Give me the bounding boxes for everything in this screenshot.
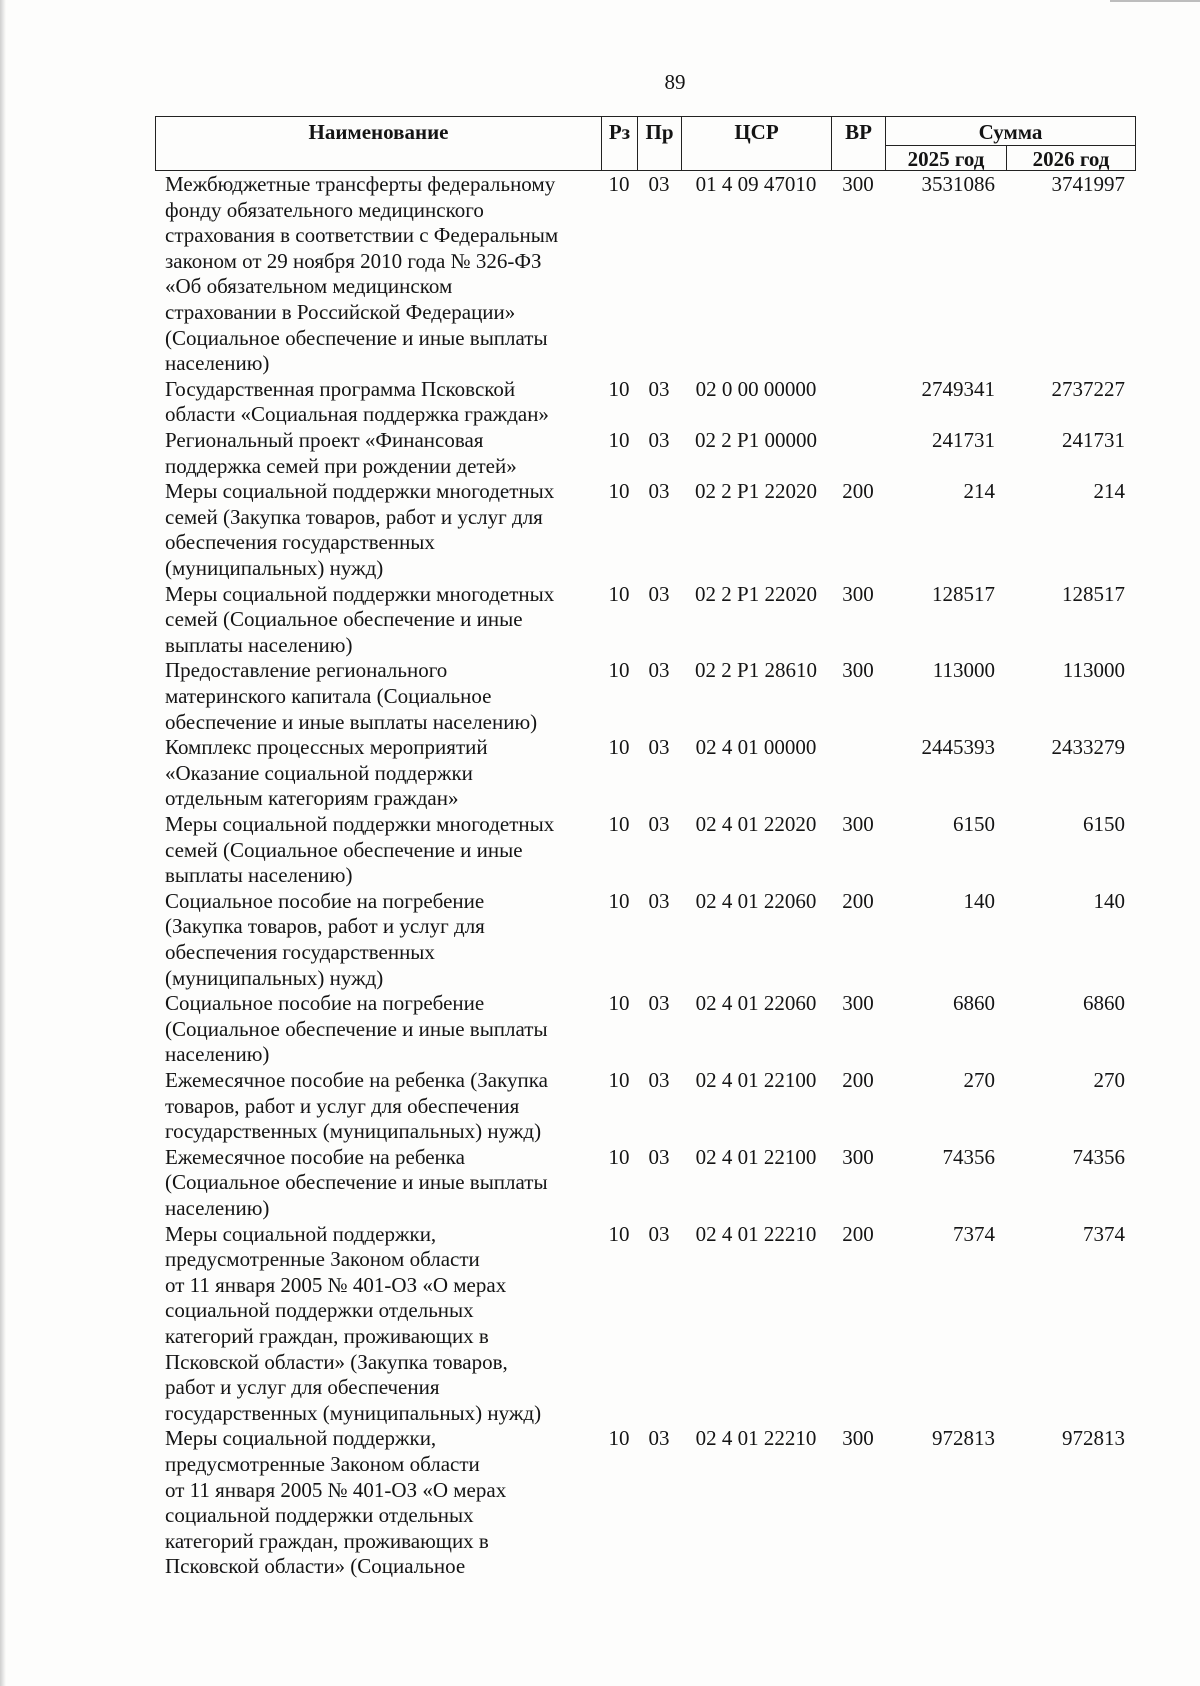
row-name <box>165 428 593 479</box>
row-rz: 10 <box>608 991 630 1016</box>
row-name <box>165 172 593 377</box>
row-name <box>165 1426 593 1580</box>
row-sum-2026: 972813 <box>1062 1426 1125 1451</box>
row-name-line: Меры социальной поддержки многодетных <box>165 581 555 606</box>
row-name-line: законом от 29 ноября 2010 года № 326-ФЗ <box>165 248 542 273</box>
row-rz: 10 <box>608 735 630 760</box>
row-csr: 02 2 Р1 22020 <box>695 479 817 504</box>
row-name-line: Ежемесячное пособие на ребенка (Закупка <box>165 1068 548 1092</box>
row-name <box>165 377 593 428</box>
table-row <box>155 1145 1136 1222</box>
table-row <box>155 1068 1136 1145</box>
row-name-line: Межбюджетные трансферты федеральному <box>165 172 556 196</box>
row-sum-2025: 241731 <box>932 428 995 452</box>
row-name-line: государственных (муниципальных) нужд) <box>165 1400 542 1425</box>
row-sum-2026: 2737227 <box>1051 376 1125 401</box>
row-name-line: Псковской области» (Социальное <box>165 1554 466 1579</box>
row-name-line: Предоставление регионального <box>165 658 448 683</box>
table-header <box>155 116 1136 171</box>
table-row <box>155 377 1136 428</box>
row-csr: 02 4 01 22210 <box>695 1221 817 1246</box>
row-sum-2025: 113000 <box>932 658 995 683</box>
row-name <box>165 658 593 735</box>
row-sum-2026: 140 <box>1093 888 1125 913</box>
row-vr: 300 <box>842 1426 874 1451</box>
row-name <box>165 582 593 659</box>
row-vr: 200 <box>842 888 874 913</box>
row-sum-2025: 214 <box>963 479 995 504</box>
row-name <box>165 812 593 889</box>
row-name-line: работ и услуг для обеспечения <box>165 1375 440 1400</box>
table-row <box>155 172 1136 377</box>
row-name <box>165 1145 593 1222</box>
row-csr: 01 4 09 47010 <box>695 172 817 196</box>
row-sum-2026: 7374 <box>1083 1221 1125 1246</box>
row-sum-2026: 113000 <box>1062 658 1125 683</box>
row-name-line: населению) <box>165 1195 270 1220</box>
row-name-line: (Закупка товаров, работ и услуг для <box>165 914 485 939</box>
row-sum-2025: 6150 <box>953 812 995 836</box>
row-name-line: Комплекс процессных мероприятий <box>165 735 488 760</box>
row-name-line: семей (Социальное обеспечение и иные <box>165 837 523 862</box>
row-csr: 02 2 Р1 22020 <box>695 581 817 606</box>
row-sum-2026: 241731 <box>1062 428 1125 452</box>
row-rz: 10 <box>608 581 630 606</box>
row-name <box>165 735 593 812</box>
row-name-line: (Социальное обеспечение и иные выплаты <box>165 1016 548 1041</box>
row-name-line: «Оказание социальной поддержки <box>165 760 473 785</box>
row-csr: 02 4 01 00000 <box>695 735 817 760</box>
header-sum-label: Сумма <box>978 120 1043 144</box>
row-pr: 03 <box>648 735 670 760</box>
row-name-line: (Социальное обеспечение и иные выплаты <box>165 1170 548 1195</box>
row-name-line: (Социальное обеспечение и иные выплаты <box>165 325 548 350</box>
row-rz: 10 <box>608 376 630 401</box>
row-pr: 03 <box>648 581 670 606</box>
scan-edge <box>0 0 6 1686</box>
row-name-line: категорий граждан, проживающих в <box>165 1323 489 1348</box>
table-row <box>155 582 1136 659</box>
row-sum-2026: 2433279 <box>1051 735 1125 760</box>
row-sum-2026: 128517 <box>1062 581 1125 606</box>
row-name-line: государственных (муниципальных) нужд) <box>165 1119 542 1144</box>
row-sum-2026: 74356 <box>1072 1144 1125 1169</box>
row-name <box>165 479 593 581</box>
row-sum-2026: 6860 <box>1083 991 1125 1016</box>
row-rz: 10 <box>608 658 630 683</box>
row-vr: 300 <box>842 658 874 683</box>
row-sum-2026: 214 <box>1093 479 1125 504</box>
row-name-line: (муниципальных) нужд) <box>165 965 384 990</box>
row-name-line: материнского капитала (Социальное <box>165 683 492 708</box>
row-name <box>165 889 593 991</box>
row-vr: 300 <box>842 172 874 196</box>
row-sum-2025: 6860 <box>953 991 995 1016</box>
table-row <box>155 991 1136 1068</box>
row-name-line: выплаты населению) <box>165 632 353 657</box>
row-pr: 03 <box>648 1221 670 1246</box>
row-csr: 02 4 01 22100 <box>695 1144 817 1169</box>
row-sum-2026: 270 <box>1093 1068 1125 1092</box>
row-name-line: Меры социальной поддержки, <box>165 1426 437 1451</box>
header-pr: Пр <box>637 116 681 171</box>
header-sum <box>885 116 1136 171</box>
row-name-line: «Об обязательном медицинском <box>165 274 453 299</box>
row-pr: 03 <box>648 1068 670 1092</box>
row-vr: 300 <box>842 1144 874 1169</box>
row-sum-2025: 140 <box>963 888 995 913</box>
row-name-line: выплаты населению) <box>165 863 353 888</box>
row-name-line: страховании в Российской Федерации» <box>165 299 516 324</box>
row-rz: 10 <box>608 1426 630 1451</box>
row-name-line: социальной поддержки отдельных <box>165 1298 474 1323</box>
row-name-line: Меры социальной поддержки многодетных <box>165 812 555 836</box>
row-pr: 03 <box>648 1426 670 1451</box>
row-name-line: населению) <box>165 1042 270 1067</box>
row-name-line: предусмотренные Законом области <box>165 1451 480 1476</box>
row-name-line: семей (Социальное обеспечение и иные <box>165 607 523 632</box>
row-sum-2025: 7374 <box>953 1221 995 1246</box>
row-sum-2025: 972813 <box>932 1426 995 1451</box>
table-row <box>155 428 1136 479</box>
row-sum-2025: 3531086 <box>921 172 995 196</box>
row-rz: 10 <box>608 1221 630 1246</box>
table-row <box>155 1426 1136 1580</box>
row-name-line: Меры социальной поддержки многодетных <box>165 479 555 504</box>
row-csr: 02 2 Р1 00000 <box>695 428 817 452</box>
row-name <box>165 991 593 1068</box>
row-name-line: области «Социальная поддержка граждан» <box>165 402 549 427</box>
row-vr: 200 <box>842 479 874 504</box>
row-rz: 10 <box>608 172 630 196</box>
row-csr: 02 4 01 22060 <box>695 888 817 913</box>
row-rz: 10 <box>608 812 630 836</box>
row-name-line: отдельным категориям граждан» <box>165 786 459 811</box>
row-name-line: товаров, работ и услуг для обеспечения <box>165 1093 520 1118</box>
header-year-2026: 2026 год <box>1032 147 1110 171</box>
header-name: Наименование <box>155 116 601 171</box>
row-rz: 10 <box>608 479 630 504</box>
row-sum-2025: 270 <box>963 1068 995 1092</box>
row-name-line: (муниципальных) нужд) <box>165 555 384 580</box>
row-name-line: категорий граждан, проживающих в <box>165 1528 489 1553</box>
row-sum-2025: 2749341 <box>921 376 995 401</box>
row-pr: 03 <box>648 658 670 683</box>
row-csr: 02 4 01 22100 <box>695 1068 817 1092</box>
row-csr: 02 4 01 22020 <box>695 812 817 836</box>
row-rz: 10 <box>608 1144 630 1169</box>
row-csr: 02 2 Р1 28610 <box>695 658 817 683</box>
row-pr: 03 <box>648 172 670 196</box>
row-pr: 03 <box>648 888 670 913</box>
row-name-line: обеспечение и иные выплаты населению) <box>165 709 538 734</box>
table-row <box>155 889 1136 991</box>
table-row <box>155 1222 1136 1427</box>
table-row <box>155 658 1136 735</box>
row-name <box>165 1222 593 1427</box>
page-number: 89 <box>664 70 686 94</box>
row-name-line: обеспечения государственных <box>165 939 435 964</box>
row-sum-2026: 6150 <box>1083 812 1125 836</box>
row-vr: 300 <box>842 812 874 836</box>
row-name-line: поддержка семей при рождении детей» <box>165 453 517 478</box>
row-name-line: Социальное пособие на погребение <box>165 888 485 913</box>
row-sum-2025: 128517 <box>932 581 995 606</box>
row-name-line: населению) <box>165 351 270 376</box>
row-name-line: Социальное пособие на погребение <box>165 991 485 1016</box>
row-rz: 10 <box>608 1068 630 1092</box>
row-pr: 03 <box>648 428 670 452</box>
row-name-line: обеспечения государственных <box>165 530 435 555</box>
row-name-line: Государственная программа Псковской <box>165 376 516 401</box>
row-csr: 02 4 01 22210 <box>695 1426 817 1451</box>
row-name-line: от 11 января 2005 № 401-ОЗ «О мерах <box>165 1272 507 1297</box>
header-year-2025: 2025 год <box>907 147 985 171</box>
row-name-line: от 11 января 2005 № 401-ОЗ «О мерах <box>165 1477 507 1502</box>
scan-edge-top <box>1110 0 1200 2</box>
row-vr: 300 <box>842 581 874 606</box>
row-pr: 03 <box>648 479 670 504</box>
header-rz: Рз <box>601 116 637 171</box>
row-vr: 200 <box>842 1221 874 1246</box>
table-row <box>155 479 1136 581</box>
row-csr: 02 0 00 00000 <box>695 376 817 401</box>
row-sum-2025: 2445393 <box>921 735 995 760</box>
row-rz: 10 <box>608 888 630 913</box>
header-csr: ЦСР <box>681 116 831 171</box>
row-name-line: Ежемесячное пособие на ребенка <box>165 1144 465 1169</box>
row-name <box>165 1068 593 1145</box>
row-name-line: фонду обязательного медицинского <box>165 197 484 222</box>
row-pr: 03 <box>648 1144 670 1169</box>
row-sum-2025: 74356 <box>942 1144 995 1169</box>
row-name-line: Псковской области» (Закупка товаров, <box>165 1349 508 1374</box>
header-sum-divider <box>886 145 1135 146</box>
table-row <box>155 812 1136 889</box>
row-pr: 03 <box>648 376 670 401</box>
row-name-line: социальной поддержки отдельных <box>165 1503 474 1528</box>
header-vr: ВР <box>831 116 885 171</box>
row-csr: 02 4 01 22060 <box>695 991 817 1016</box>
row-vr: 200 <box>842 1068 874 1092</box>
row-pr: 03 <box>648 991 670 1016</box>
row-name-line: Меры социальной поддержки, <box>165 1221 437 1246</box>
row-name-line: Региональный проект «Финансовая <box>165 428 484 452</box>
row-name-line: страхования в соответствии с Федеральным <box>165 223 559 248</box>
row-name-line: семей (Закупка товаров, работ и услуг для <box>165 504 543 529</box>
row-vr: 300 <box>842 991 874 1016</box>
row-pr: 03 <box>648 812 670 836</box>
table-row <box>155 735 1136 812</box>
row-sum-2026: 3741997 <box>1051 172 1125 196</box>
row-name-line: предусмотренные Законом области <box>165 1247 480 1272</box>
row-rz: 10 <box>608 428 630 452</box>
